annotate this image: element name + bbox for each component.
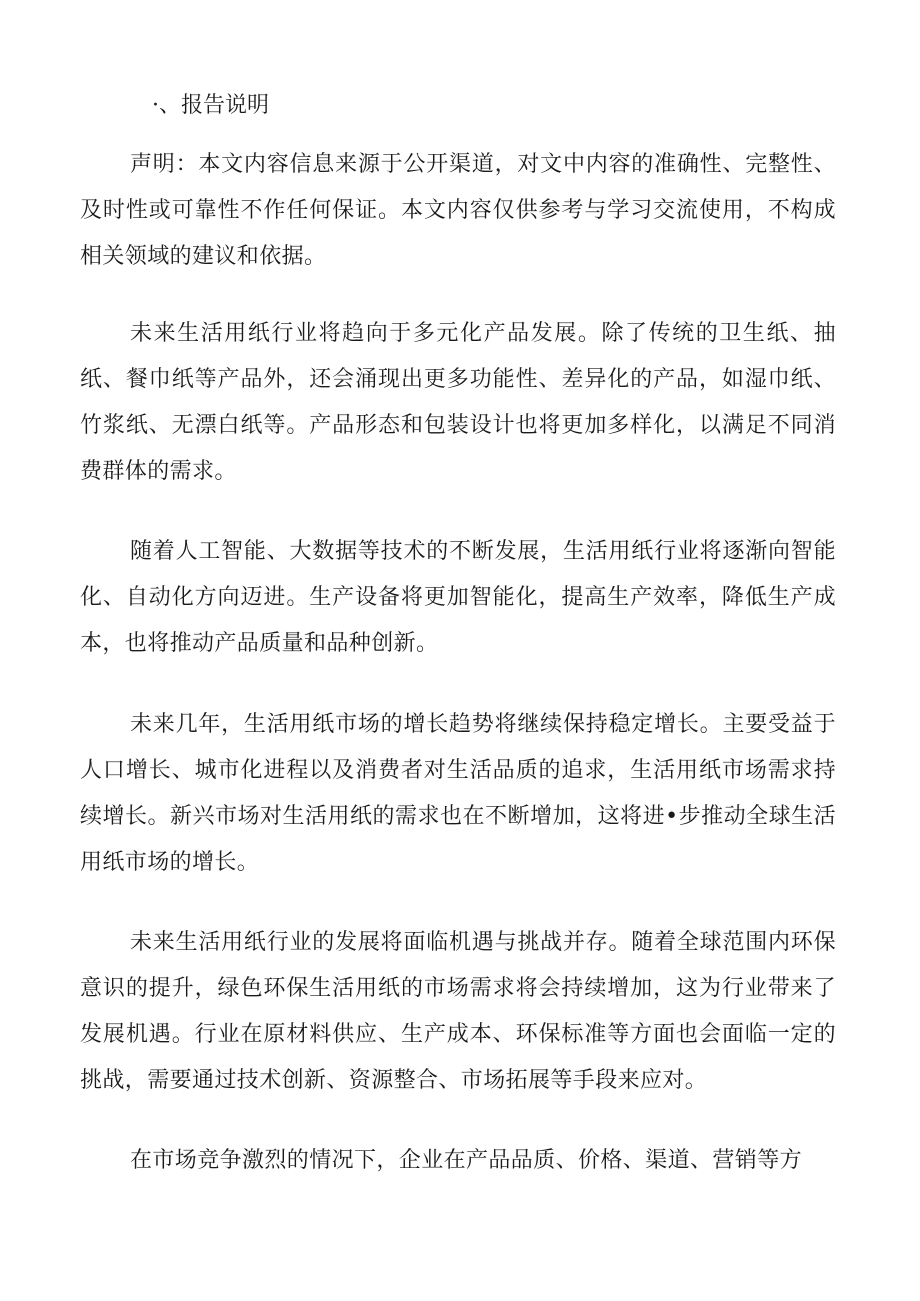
paragraph-market-growth: 未来几年，生活用纸市场的增长趋势将继续保持稳定增长。主要受益于人口增长、城市化进程以及消费者对生活品质的追求，生活用纸市场需求持续增长。新兴市场对生活用纸的需求也在不断增加，这将进•步推动全球生活用纸市场的增长。 <box>80 712 836 875</box>
paragraph-product-diversification: 未来生活用纸行业将趋向于多元化产品发展。除了传统的卫生纸、抽纸、餐巾纸等产品外，还会涌现出更多功能性、差异化的产品，如湿巾纸、竹浆纸、无漂白纸等。产品形态和包装设计也将更加多样化，以满足不同消费群体的需求。 <box>80 321 836 484</box>
section-heading: ·、报告说明 <box>152 93 269 118</box>
paragraph-opportunities-challenges: 未来生活用纸行业的发展将面临机遇与挑战并存。随着全球范围内环保意识的提升，绿色环保生活用纸的市场需求将会持续增加，这为行业带来了发展机遇。行业在原材料供应、生产成本、环保标准等方面也会面临一定的挑战，需要通过技术创新、资源整合、市场拓展等手段来应对。 <box>80 930 836 1093</box>
paragraph-market-competition: 在市场竞争激烈的情况下，企业在产品品质、价格、渠道、营销等方 <box>130 1148 803 1173</box>
paragraph-disclaimer: 声明：本文内容信息来源于公开渠道，对文中内容的准确性、完整性、及时性或可靠性不作任何保证。本文内容仅供参考与学习交流使用，不构成相关领域的建议和依据。 <box>80 152 836 269</box>
paragraph-intelligent-automation: 随着人工智能、大数据等技术的不断发展，生活用纸行业将逐渐向智能化、自动化方向迈进。生产设备将更加智能化，提高生产效率，降低生产成本，也将推动产品质量和品种创新。 <box>80 539 836 656</box>
